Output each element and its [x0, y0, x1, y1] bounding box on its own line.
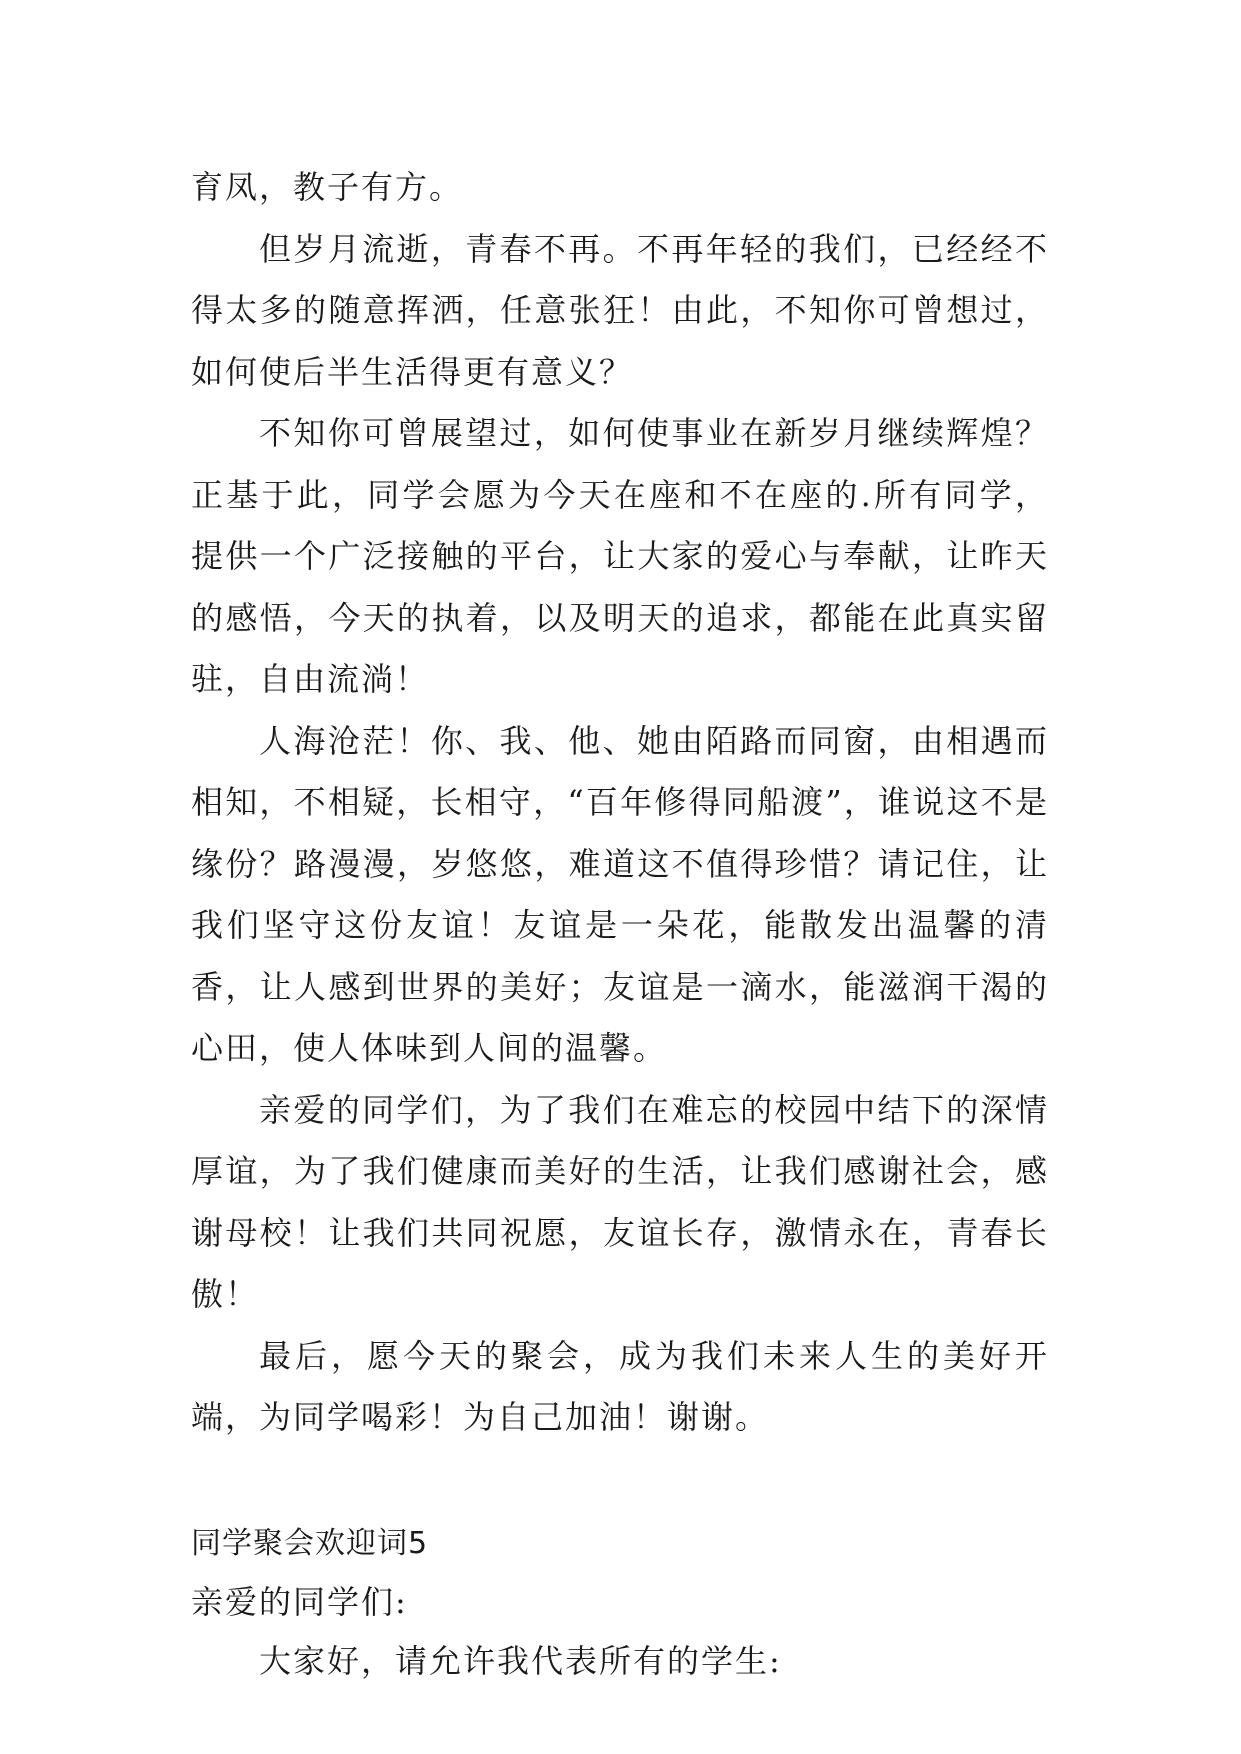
paragraph-3: 不知你可曾展望过，如何使事业在新岁月继续辉煌？正基于此，同学会愿为今天在座和不在座的.所有同学，提供一个广泛接触的平台，让大家的爱心与奉献，让昨天的感悟，今天的执着，以及明天的追求，都能在此真实留驻，自由流淌！: [191, 414, 1049, 698]
salutation: 亲爱的同学们:: [191, 1582, 408, 1621]
opening-line: 大家好，请允许我代表所有的学生:: [259, 1641, 782, 1680]
paragraph-6: 最后，愿今天的聚会，成为我们未来人生的美好开端，为同学喝彩！为自己加油！谢谢。: [191, 1336, 1049, 1436]
paragraph-1: 育凤，教子有方。: [191, 168, 464, 206]
section-heading: 同学聚会欢迎词5: [191, 1525, 429, 1561]
document-body: [191, 157, 1049, 1692]
section-spacer: [191, 1449, 1049, 1515]
paragraph-5: 亲爱的同学们，为了我们在难忘的校园中结下的深情厚谊，为了我们健康而美好的生活，让我们感谢社会，感谢母校！让我们共同祝愿，友谊长存，激情永在，青春长傲！: [191, 1090, 1049, 1313]
paragraph-2: 但岁月流逝，青春不再。不再年轻的我们，已经经不得太多的随意挥洒，任意张狂！由此，不知你可曾想过，如何使后半生活得更有意义？: [191, 229, 1049, 391]
paragraph-4: 人海沧茫！你、我、他、她由陌路而同窗，由相遇而相知，不相疑，长相守，“百年修得同船渡”，谁说这不是缘份？路漫漫，岁悠悠，难道这不值得珍惜？请记住，让我们坚守这份友谊！友谊是一朵花，能散发出温馨的清香，让人感到世界的美好；友谊是一滴水，能滋润干渴的心田，使人体味到人间的温馨。: [191, 721, 1049, 1067]
